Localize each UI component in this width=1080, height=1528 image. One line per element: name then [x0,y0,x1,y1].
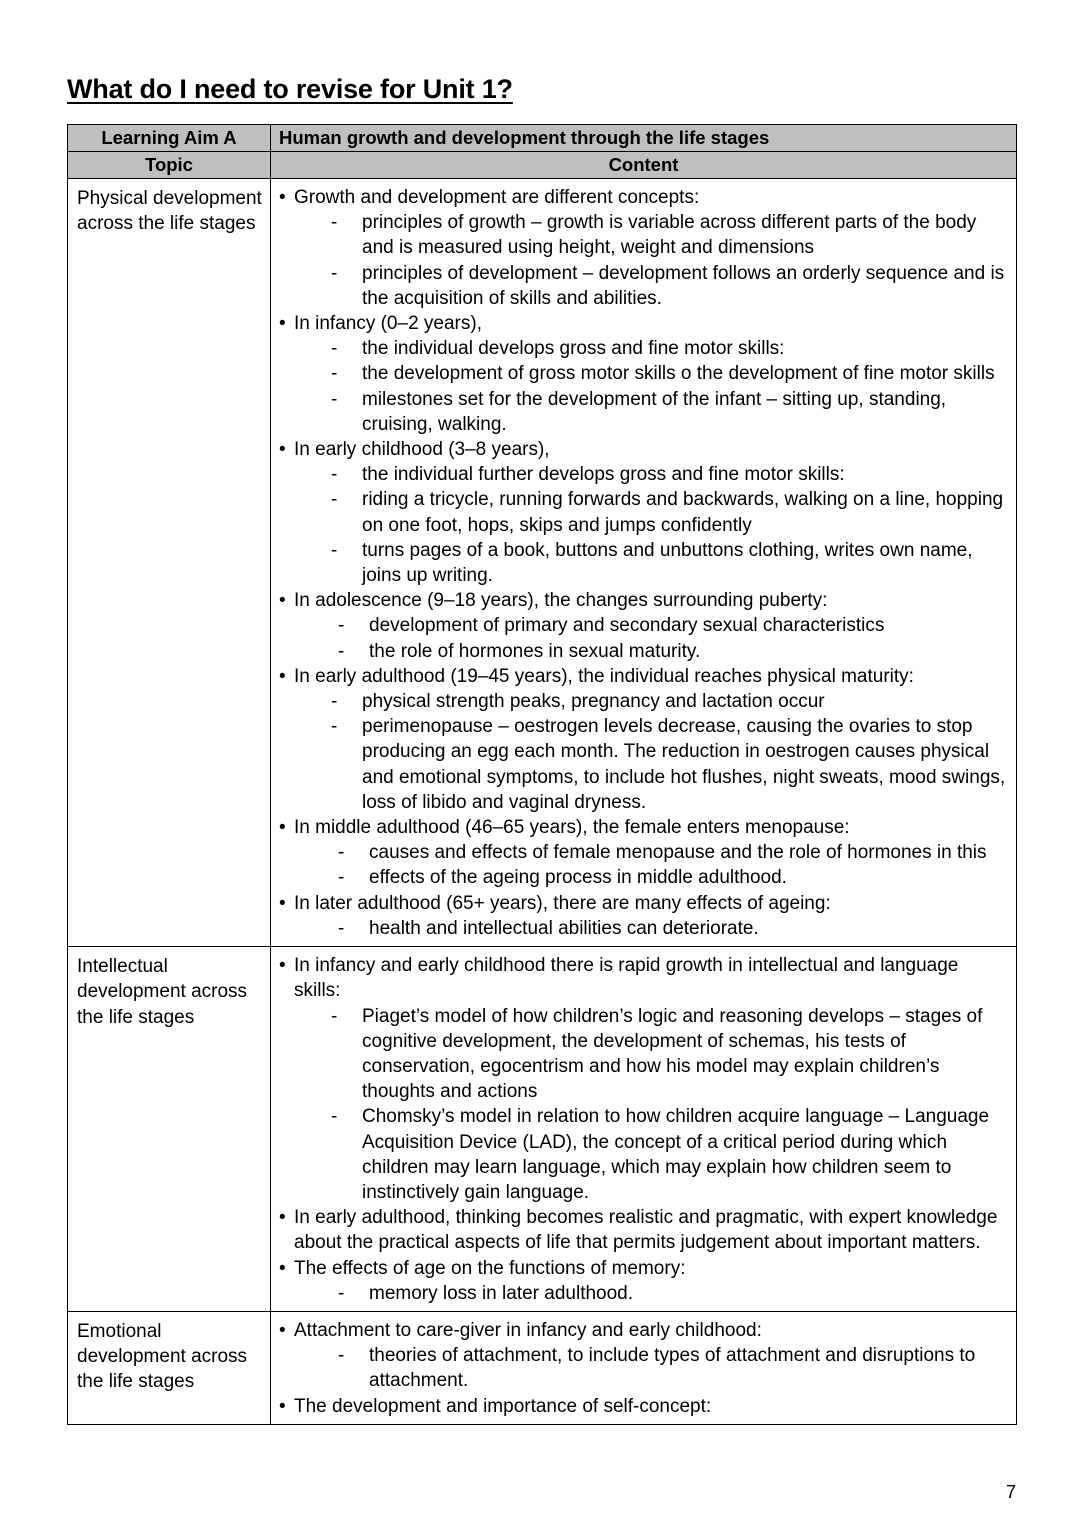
dash-text: development of primary and secondary sexual characteristics [369,615,885,637]
dash-marker-icon: - [331,716,338,738]
content-dash-item [294,714,1010,815]
content-dash-item [294,487,1010,537]
bullet-text: In later adulthood (65+ years), there are many effects of ageing: [294,892,831,914]
dash-text: the individual further develops gross and fine motor skills: [362,464,845,486]
dash-marker-icon: - [338,640,345,662]
dash-text: principles of development – development follows an orderly sequence and is the acquisition of skills and abilities. [362,262,1005,309]
content-sub-list [294,1004,1010,1206]
bullet-text: The effects of age on the functions of memory: [294,1257,686,1279]
content-dash-item [294,840,1010,865]
dash-marker-icon: - [338,1345,345,1367]
content-dash-item [294,689,1010,714]
table-header-row-aim [68,125,1017,152]
bullet-dot-icon: • [279,892,286,914]
dash-marker-icon: - [331,388,338,410]
content-bullet-item [277,815,1010,891]
content-column-header: Content [271,152,1017,179]
bullet-dot-icon: • [279,187,286,208]
content-dash-item [294,916,1010,941]
dash-marker-icon: - [331,539,338,561]
dash-marker-icon: - [331,1106,338,1128]
dash-text: effects of the ageing process in middle adulthood. [369,867,787,889]
content-bullet-item [277,664,1010,815]
bullet-dot-icon: • [279,1257,286,1279]
content-bullet-item [277,1205,1010,1255]
content-sub-list [294,613,1010,663]
dash-marker-icon: - [338,842,345,864]
bullet-text: In infancy (0–2 years), [294,313,482,335]
content-dash-item [294,261,1010,311]
content-sub-list [294,1281,1010,1306]
dash-marker-icon: - [331,262,338,284]
bullet-text: In infancy and early childhood there is rapid growth in intellectual and language skills: [294,955,959,1002]
dash-text: turns pages of a book, buttons and unbuttons clothing, writes own name, joins up writing. [362,539,973,587]
dash-text: physical strength peaks, pregnancy and lactation occur [362,691,825,713]
bullet-dot-icon: • [279,665,286,687]
dash-text: health and intellectual abilities can deteriorate. [369,917,759,939]
content-sub-list [294,462,1010,588]
content-dash-item [294,865,1010,890]
dash-marker-icon: - [331,1005,338,1027]
table-body [68,125,1017,1425]
dash-marker-icon: - [338,917,345,939]
content-list [277,953,1010,1306]
topic-column-header: Topic [68,152,271,179]
dash-marker-icon: - [331,464,338,486]
content-dash-item [294,1004,1010,1105]
content-dash-item [294,639,1010,664]
bullet-dot-icon: • [279,1395,286,1417]
dash-text: causes and effects of female menopause and the role of hormones in this [369,842,987,864]
content-cell [271,947,1017,1312]
page-number: 7 [1005,1482,1016,1502]
dash-text: principles of growth – growth is variable across different parts of the body and is measured using height, weight and dimensions [362,212,977,259]
content-sub-list [294,1343,1010,1393]
table-header-row-columns [68,152,1017,179]
content-dash-item [294,613,1010,638]
dash-text: perimenopause – oestrogen levels decrease, causing the ovaries to stop producing an egg each month. The reduction in oestrogen causes physical and emotional symptoms, to include hot flushes, night sweats, mood swings, loss of libido and vaginal dryness. [362,716,1006,813]
dash-text: the individual develops gross and fine motor skills: [362,338,785,360]
content-bullet-item [277,185,1010,311]
content-dash-item [294,1343,1010,1393]
content-cell [271,179,1017,947]
dash-text: milestones set for the development of the infant – sitting up, standing, cruising, walking. [362,388,947,435]
bullet-text: The development and importance of self-concept: [294,1395,712,1417]
dash-marker-icon: - [338,1282,345,1304]
table-row [68,1311,1017,1424]
dash-marker-icon: - [331,338,338,360]
content-list [277,1318,1010,1419]
content-dash-item [294,336,1010,361]
bullet-text: Growth and development are different concepts: [294,187,700,208]
content-bullet-item [277,953,1010,1205]
bullet-text: In adolescence (9–18 years), the changes surrounding puberty: [294,590,828,612]
dash-marker-icon: - [331,691,338,713]
dash-marker-icon: - [331,489,338,511]
table-row [68,947,1017,1312]
content-bullet-item [277,891,1010,941]
bullet-dot-icon: • [279,439,286,461]
bullet-text: In early childhood (3–8 years), [294,439,550,461]
content-sub-list [294,689,1010,815]
dash-text: theories of attachment, to include types of attachment and disruptions to attachment. [369,1345,976,1392]
content-sub-list [294,840,1010,890]
dash-marker-icon: - [338,867,345,889]
bullet-dot-icon: • [279,955,286,977]
content-bullet-item [277,1256,1010,1306]
table-row [68,179,1017,947]
content-sub-list [294,336,1010,437]
dash-text: Piaget’s model of how children’s logic and reasoning develops – stages of cognitive development, the development of schemas, his tests of conservation, egocentrism and how his model may explain children’s thoughts and actions [362,1005,983,1103]
bullet-text: In middle adulthood (46–65 years), the female enters menopause: [294,817,850,839]
bullet-dot-icon: • [279,1319,286,1341]
content-bullet-item [277,311,1010,437]
page-title: What do I need to revise for Unit 1? [67,74,513,105]
content-bullet-item [277,437,1010,588]
dash-text: Chomsky’s model in relation to how children acquire language – Language Acquisition Device (LAD), the concept of a critical period during which children may learn language, which may explain how children seem to instinctively gain language. [362,1106,990,1203]
learning-aim-title-cell: Human growth and development through the life stages [271,125,1017,152]
dash-text: riding a tricycle, running forwards and backwards, walking on a line, hopping on one foot, hops, skips and jumps confidently [362,489,1004,536]
topic-cell: Emotional development across the life stages [68,1311,271,1424]
dash-text: the role of hormones in sexual maturity. [369,640,701,662]
content-dash-item [294,387,1010,437]
bullet-text: Attachment to care-giver in infancy and early childhood: [294,1319,762,1341]
topic-cell: Physical development across the life stages [68,179,271,947]
bullet-dot-icon: • [279,313,286,335]
content-sub-list [294,210,1010,311]
bullet-text: In early adulthood, thinking becomes realistic and pragmatic, with expert knowledge about the practical aspects of life that permits judgement about important matters. [294,1207,998,1254]
dash-text: memory loss in later adulthood. [369,1282,634,1304]
dash-text: the development of gross motor skills o the development of fine motor skills [362,363,995,385]
topic-cell: Intellectual development across the life stages [68,947,271,1312]
content-bullet-item [277,588,1010,664]
bullet-dot-icon: • [279,817,286,839]
content-dash-item [294,1104,1010,1205]
content-list [277,185,1010,941]
dash-marker-icon: - [338,615,345,637]
content-sub-list [294,916,1010,941]
bullet-dot-icon: • [279,590,286,612]
dash-marker-icon: - [331,212,338,234]
content-cell [271,1311,1017,1424]
content-dash-item [294,538,1010,588]
content-bullet-item [277,1394,1010,1419]
content-dash-item [294,1281,1010,1306]
content-dash-item [294,462,1010,487]
learning-aim-label-cell: Learning Aim A [68,125,271,152]
content-bullet-item [277,1318,1010,1394]
bullet-text: In early adulthood (19–45 years), the individual reaches physical maturity: [294,665,914,687]
revision-table [67,124,1017,1425]
content-dash-item [294,361,1010,386]
bullet-dot-icon: • [279,1207,286,1229]
content-dash-item [294,210,1010,260]
dash-marker-icon: - [331,363,338,385]
